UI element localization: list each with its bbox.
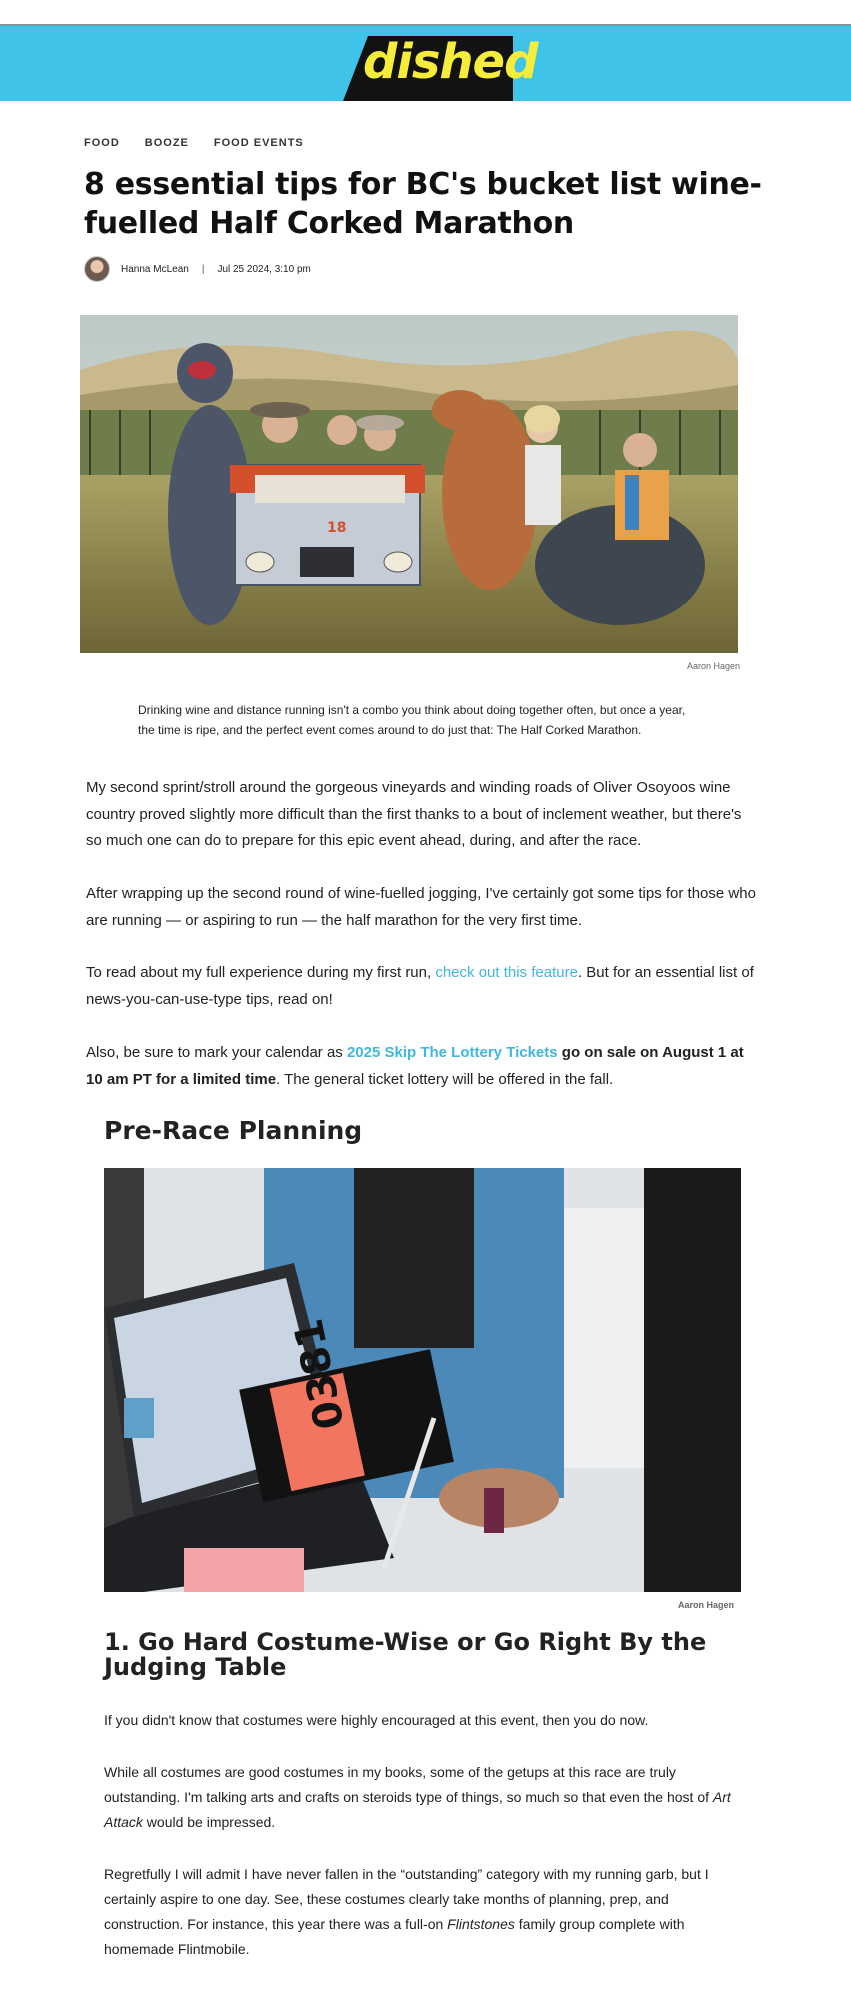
- tip-1-paragraph-3-text-b: family group complete with homemade Flintmobile.: [104, 1916, 685, 1957]
- paragraph-4-bold: go on sale on August 1 at 10 am PT for a limited time: [86, 1044, 744, 1088]
- category-booze[interactable]: BOOZE: [144, 137, 189, 149]
- author-avatar[interactable]: [84, 256, 110, 282]
- paragraph-3-text-b: . But for an essential list of news-you-can-use-type tips, read on!: [86, 964, 754, 1008]
- art-attack-title: Art Attack: [104, 1789, 731, 1830]
- byline: [84, 256, 311, 282]
- paragraph-3-text-a: To read about my full experience during my first run,: [86, 964, 436, 981]
- category-food[interactable]: FOOD: [84, 137, 120, 149]
- tip-1-paragraph-3-text-a: Regretfully I will admit I have never fallen in the “outstanding” category with my running garb, but I certainly aspire to one day. See, these costumes clearly take months of planning, prep, and construction. For instance, this year there was a full-on: [104, 1866, 709, 1932]
- tip-1-paragraph-2: [104, 1760, 744, 1835]
- tip-1-paragraph-2-text-b: would be impressed.: [142, 1814, 276, 1830]
- category-breadcrumbs: [84, 137, 304, 149]
- paragraph-3: [86, 960, 756, 1013]
- logo-text: dished: [363, 34, 538, 90]
- feature-link[interactable]: check out this feature: [435, 964, 578, 981]
- site-header: [0, 26, 851, 101]
- paragraph-4: [86, 1040, 756, 1093]
- section-heading-pre-race: Pre-Race Planning: [104, 1116, 363, 1145]
- race-bib-illustration: [104, 1168, 741, 1592]
- tip-1-paragraph-2-text-a: While all costumes are good costumes in my books, some of the getups at this race are truly outstanding. I'm talking arts and crafts on steroids type of things, so much so that even the host of: [104, 1764, 713, 1805]
- category-food-events[interactable]: FOOD EVENTS: [213, 137, 304, 149]
- race-bib-photo-credit: Aaron Hagen: [678, 1600, 735, 1610]
- tip-1-paragraph-3: [104, 1862, 744, 1962]
- hero-illustration: [80, 315, 738, 653]
- tip-1-heading: 1. Go Hard Costume-Wise or Go Right By the Judging Table: [104, 1628, 707, 1681]
- site-logo[interactable]: [343, 34, 538, 101]
- article-intro: Drinking wine and distance running isn't a combo you think about doing together often, but once a year, the time is ripe, and the perfect event comes around to do just that: The Half Corked Marathon.: [138, 703, 686, 737]
- paragraph-2: After wrapping up the second round of wine-fuelled jogging, I've certainly got some tips for those who are running — or aspiring to run — the half marathon for the very first time.: [86, 885, 756, 929]
- article-title: 8 essential tips for BC's bucket list wine-fuelled Half Corked Marathon: [84, 167, 762, 241]
- publish-date: Jul 25 2024, 3:10 pm: [217, 263, 311, 275]
- bib-number: 0381: [285, 1314, 354, 1434]
- hero-photo-credit: Aaron Hagen: [687, 661, 741, 671]
- paragraph-1: My second sprint/stroll around the gorgeous vineyards and winding roads of Oliver Osoyoos wine country proved slightly more difficult than the first thanks to a bout of inclement weather, but there's so much one can do to prepare for this epic event ahead, during, and after the race.: [86, 779, 742, 849]
- hero-image: [80, 315, 738, 653]
- byline-separator: |: [201, 263, 205, 275]
- skip-lottery-link[interactable]: 2025 Skip The Lottery Tickets: [346, 1044, 558, 1061]
- race-bib-image: [104, 1168, 741, 1592]
- tip-1-paragraph-1: If you didn't know that costumes were highly encouraged at this event, then you do now.: [104, 1712, 649, 1728]
- author-name[interactable]: Hanna McLean: [121, 263, 189, 275]
- car-number: 18: [327, 520, 347, 536]
- paragraph-4-text-b: . The general ticket lottery will be offered in the fall.: [276, 1070, 614, 1088]
- paragraph-4-text-a: Also, be sure to mark your calendar as: [86, 1044, 347, 1061]
- flintstones-title: Flintstones: [447, 1916, 515, 1932]
